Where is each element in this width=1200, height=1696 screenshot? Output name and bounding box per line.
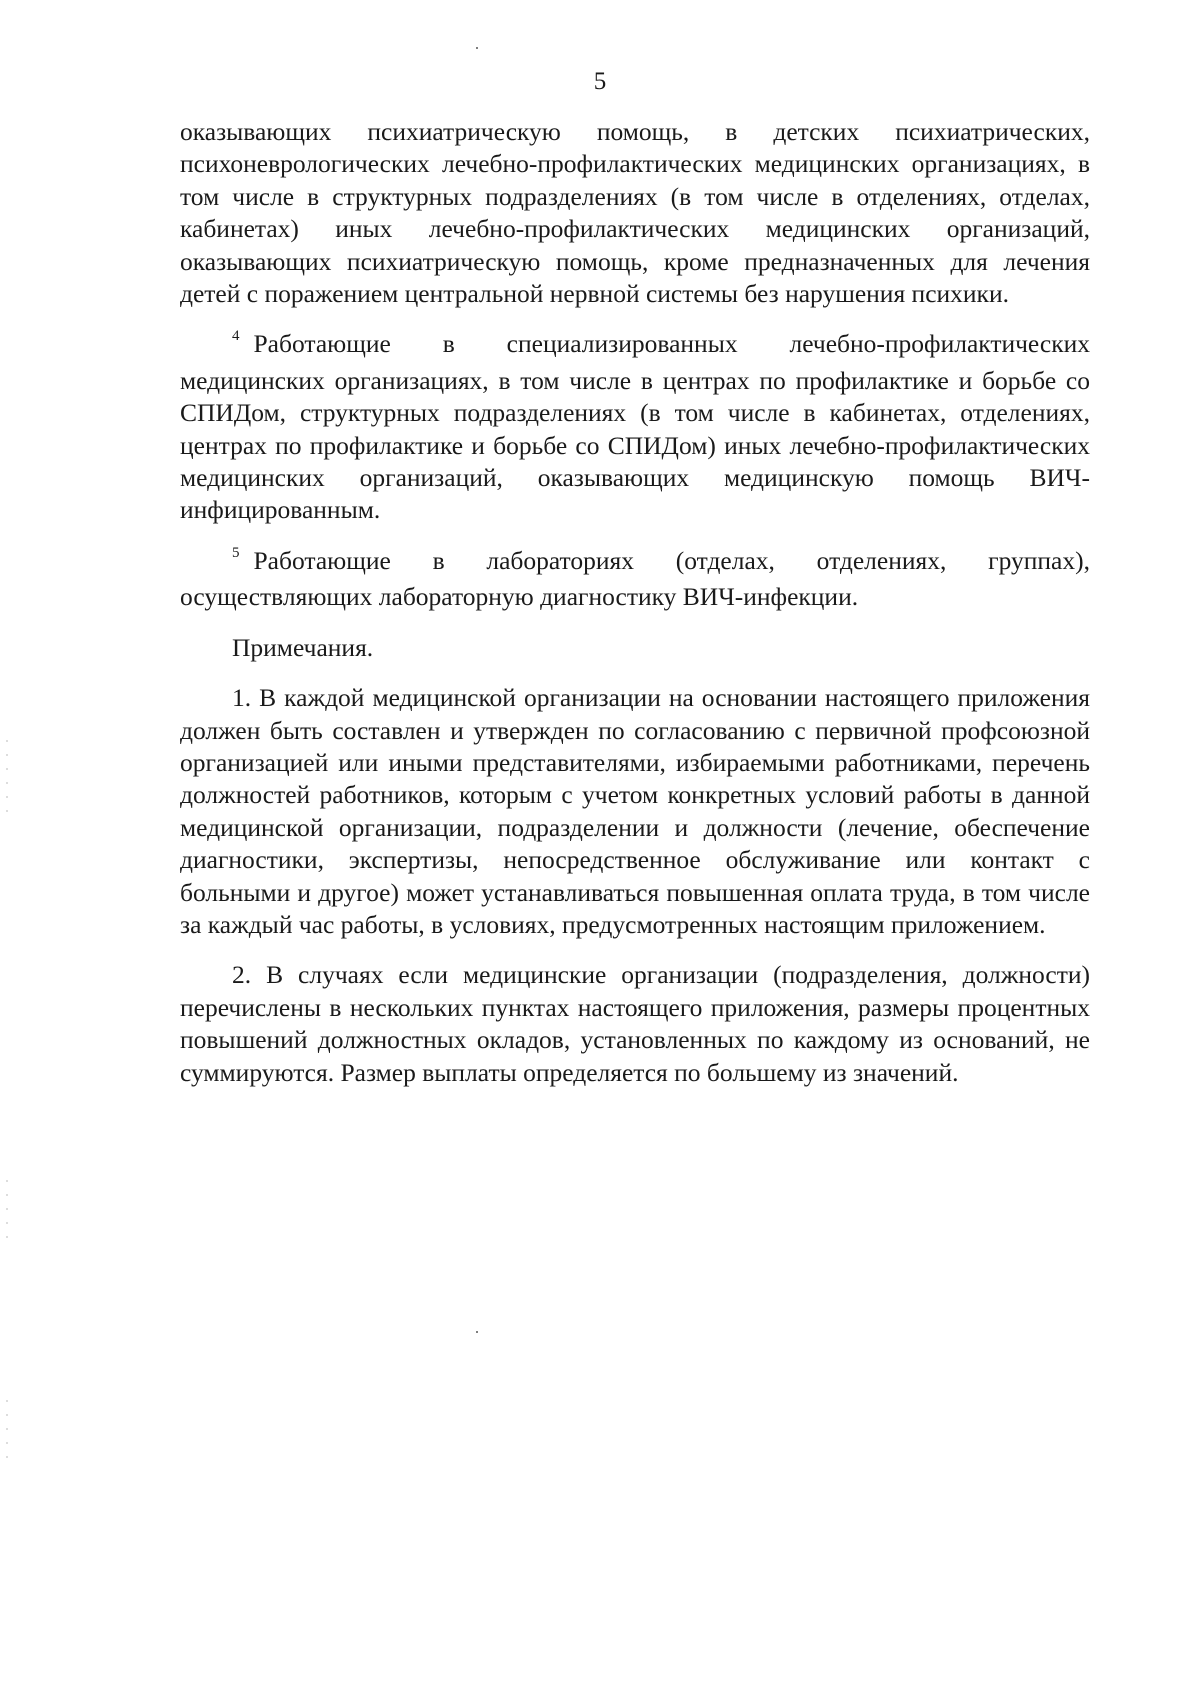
footnote-5-marker: 5: [232, 544, 240, 561]
scan-speck: [476, 1331, 478, 1333]
note-2-paragraph: 2. В случаях если медицинские организации (подразделения, должности) перечислены в нескольких пунктах настоящего приложения, размеры процентных повышений должностных окладов, установленных по каждому из оснований, не суммируются. Размер выплаты определяется по большему из значений.: [180, 960, 1090, 1087]
footnote-5-paragraph: [180, 545, 1090, 614]
notes-heading: Примечания.: [232, 632, 374, 662]
footnote-5-text: Работающие в лабораториях (отделах, отделениях, группах), осуществляющих лабораторную диагностику ВИЧ-инфекции.: [180, 545, 1090, 612]
note-1-paragraph: 1. В каждой медицинской организации на основании настоящего приложения должен быть составлен и утвержден по согласованию с первичной профсоюзной организацией или иными представителями, избираемыми работниками, перечень должностей работников, которым с учетом конкретных условий работы в данной медицинской организации, подразделении и должности (лечение, обеспечение диагностики, экспертизы, непосредственное обслуживание или контакт с больными и другое) может устанавливаться повышенная оплата труда, в том числе за каждый час работы, в условиях, предусмотренных настоящим приложением.: [180, 683, 1090, 939]
footnote-4-paragraph: [180, 328, 1090, 526]
scan-edge-marks: [6, 1400, 8, 1460]
page-number: 5: [593, 68, 607, 95]
footnote-4-text: Работающие в специализированных лечебно-профилактических медицинских организациях, в том числе в центрах по профилактике и борьбе со СПИДом, структурных подразделениях (в том числе в кабинетах, отделениях, центрах по профилактике и борьбе со СПИДом) иных лечебно-профилактических медицинских организаций, оказывающих медицинскую помощь ВИЧ-инфицированным.: [180, 329, 1090, 525]
scan-speck: [476, 47, 478, 49]
document-body: [180, 116, 1090, 1107]
scan-edge-marks: [6, 1180, 8, 1240]
scan-edge-marks: [6, 740, 8, 820]
footnote-4-marker: 4: [232, 328, 240, 345]
continuation-paragraph: оказывающих психиатрическую помощь, в детских психиатрических, психоневрологических лечебно-профилактических медицинских организациях, в том числе в структурных подразделениях (в том числе в отделениях, отделах, кабинетах) иных лечебно-профилактических медицинских организаций, оказывающих психиатрическую помощь, кроме предназначенных для лечения детей с поражением центральной нервной системы без нарушения психики.: [180, 117, 1090, 309]
